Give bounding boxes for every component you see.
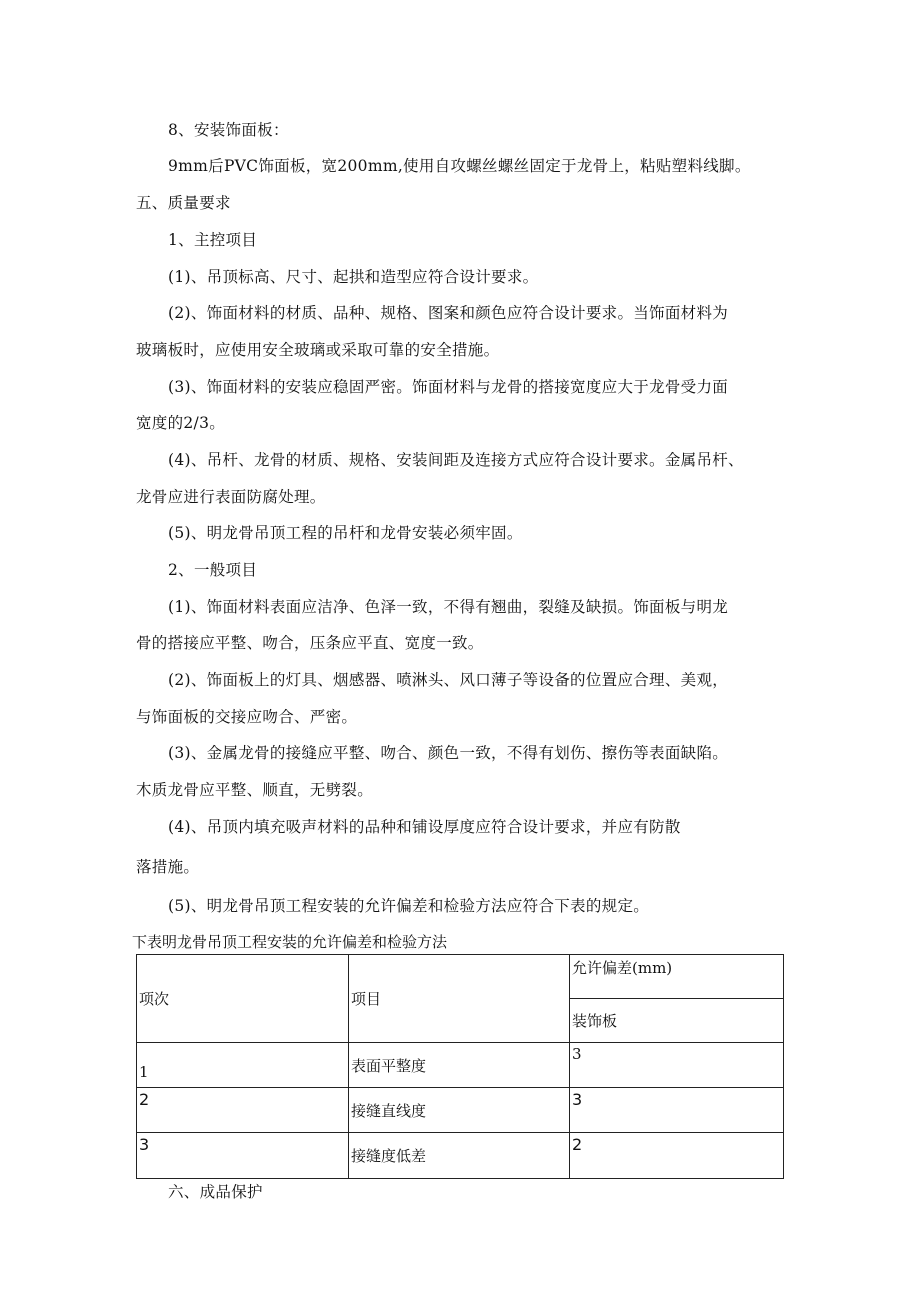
row-value: 3	[570, 1043, 784, 1088]
line: 9mm后PVC饰面板，宽200mm,使用自攻螺丝螺丝固定于龙骨上，粘贴塑料线脚。	[168, 157, 751, 175]
line: (2)、饰面板上的灯具、烟感器、喷淋头、风口薄子等设备的位置应合理、美观，	[168, 671, 729, 689]
table-row	[137, 1133, 784, 1179]
table-row	[137, 1088, 784, 1133]
header-tolerance-sub: 装饰板	[570, 999, 784, 1043]
subsection-heading: 1、主控项目	[168, 231, 258, 249]
line: 与饰面板的交接应吻合、严密。	[136, 708, 358, 726]
line: 骨的搭接应平整、吻合，压条应平直、宽度一致。	[136, 634, 484, 652]
row-item: 接缝度低差	[349, 1133, 570, 1179]
tolerance-table	[136, 954, 784, 1179]
line: (5)、明龙骨吊顶工程的吊杆和龙骨安装必须牢固。	[168, 524, 523, 542]
row-value: 3	[570, 1088, 784, 1133]
line: (5)、明龙骨吊顶工程安装的允许偏差和检验方法应符合下表的规定。	[168, 897, 650, 915]
row-no: 2	[137, 1088, 349, 1133]
section-heading: 六、成品保护	[168, 1183, 263, 1201]
line: (1)、吊顶标高、尺寸、起拱和造型应符合设计要求。	[168, 268, 539, 286]
section-heading: 五、质量要求	[136, 194, 231, 212]
header-item-no: 项次	[137, 955, 349, 1043]
subsection-heading: 2、一般项目	[168, 561, 258, 579]
row-item: 表面平整度	[349, 1043, 570, 1088]
line: (3)、饰面材料的安装应稳固严密。饰面材料与龙骨的搭接宽度应大于龙骨受力面	[168, 378, 729, 396]
line: 宽度的2/3。	[136, 414, 226, 432]
row-no: 3	[137, 1133, 349, 1179]
header-tolerance: 允许偏差(mm)	[570, 955, 784, 999]
row-no: 1	[137, 1043, 349, 1088]
line: (3)、金属龙骨的接缝应平整、吻合、颜色一致，不得有划伤、擦伤等表面缺陷。	[168, 744, 729, 762]
row-item: 接缝直线度	[349, 1088, 570, 1133]
line: (1)、饰面材料表面应洁净、色泽一致，不得有翘曲，裂缝及缺损。饰面板与明龙	[168, 598, 729, 616]
table-row	[137, 1043, 784, 1088]
table-caption: 下表明龙骨吊顶工程安装的允许偏差和检验方法	[132, 933, 448, 951]
line: 8、安装饰面板：	[168, 121, 289, 139]
line: 龙骨应进行表面防腐处理。	[136, 488, 326, 506]
row-value: 2	[570, 1133, 784, 1179]
line: 落措施。	[136, 858, 200, 876]
header-item: 项目	[349, 955, 570, 1043]
line: 木质龙骨应平整、顺直，无劈裂。	[136, 781, 374, 799]
line: 玻璃板时，应使用安全玻璃或采取可靠的安全措施。	[136, 341, 500, 359]
line: (4)、吊顶内填充吸声材料的品种和铺设厚度应符合设计要求，并应有防散	[168, 818, 681, 836]
line: (2)、饰面材料的材质、品种、规格、图案和颜色应符合设计要求。当饰面材料为	[168, 304, 729, 322]
line: (4)、吊杆、龙骨的材质、规格、安装间距及连接方式应符合设计要求。金属吊杆、	[168, 451, 744, 469]
